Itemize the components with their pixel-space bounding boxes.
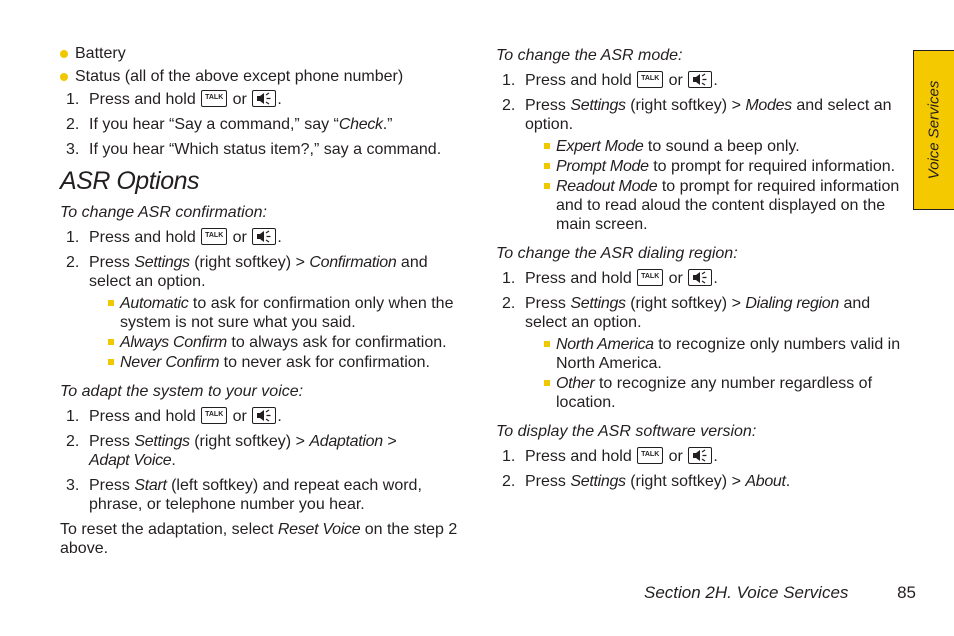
option-item: Never Confirm to never ask for confirmation.	[89, 353, 465, 372]
bullet-square-icon	[544, 183, 550, 189]
step-item: 2. Press Settings (right softkey) > About.	[502, 473, 791, 490]
footer-section-title: Section 2H. Voice Services	[644, 583, 849, 602]
bullet-square-icon	[108, 300, 114, 306]
right-column	[496, 44, 908, 497]
step-item: 2. Press Settings (right softkey) > Adaptation > Adapt Voice.	[66, 433, 397, 469]
talk-key-icon: TALK	[201, 407, 227, 424]
talk-key-icon: TALK	[201, 228, 227, 245]
reset-note: To reset the adaptation, select Reset Voice on the step 2 above.	[60, 521, 458, 557]
speaker-key-icon	[252, 90, 276, 107]
procedure-title: To change the ASR mode:	[496, 47, 683, 64]
procedure-title: To change the ASR dialing region:	[496, 245, 738, 262]
bullet-dot-icon	[60, 50, 68, 58]
speaker-key-icon	[252, 407, 276, 424]
option-item: Always Confirm to always ask for confirmation.	[89, 333, 465, 352]
step-item: 1. Press and hold TALK or .	[502, 270, 718, 287]
talk-key-icon: TALK	[637, 269, 663, 286]
step-item: 3. If you hear “Which status item?,” say a command.	[66, 141, 442, 158]
step-item: 1. Press and hold TALK or .	[66, 91, 282, 108]
speaker-key-icon	[252, 228, 276, 245]
speaker-key-icon	[688, 447, 712, 464]
speaker-key-icon	[688, 71, 712, 88]
option-item: Other to recognize any number regardless of location.	[525, 374, 908, 412]
step-item: 2. Press Settings (right softkey) > Confirmation and select an option.	[66, 254, 428, 290]
step-item: 2. If you hear “Say a command,” say “Check.”	[66, 116, 393, 133]
step-item: 2. Press Settings (right softkey) > Modes and select an option.	[502, 97, 892, 133]
step-item: 1. Press and hold TALK or .	[502, 72, 718, 89]
option-item: Expert Mode to sound a beep only.	[525, 137, 908, 156]
option-item: Automatic to ask for confirmation only when the system is not sure what you said.	[89, 294, 465, 332]
section-tab-label: Voice Services	[925, 80, 943, 180]
option-item: Readout Mode to prompt for required information and to read aloud the content displayed on the main screen.	[525, 177, 908, 234]
speaker-key-icon	[688, 269, 712, 286]
bullet-item: Status (all of the above except phone number)	[60, 67, 465, 87]
bullet-square-icon	[544, 163, 550, 169]
bullet-square-icon	[544, 380, 550, 386]
option-item: North America to recognize only numbers valid in North America.	[525, 335, 908, 373]
talk-key-icon: TALK	[637, 447, 663, 464]
option-item: Prompt Mode to prompt for required information.	[525, 157, 908, 176]
page-number: 85	[897, 583, 916, 602]
bullet-square-icon	[108, 359, 114, 365]
procedure-title: To change ASR confirmation:	[60, 204, 267, 221]
step-item: 1. Press and hold TALK or .	[502, 448, 718, 465]
talk-key-icon: TALK	[201, 90, 227, 107]
step-item: 1. Press and hold TALK or .	[66, 229, 282, 246]
left-column	[60, 44, 465, 558]
procedure-title: To adapt the system to your voice:	[60, 383, 304, 400]
bullet-square-icon	[544, 341, 550, 347]
bullet-item: Battery	[60, 44, 465, 64]
step-item: 3. Press Start (left softkey) and repeat each word, phrase, or telephone number you hear.	[66, 477, 422, 513]
step-item: 1. Press and hold TALK or .	[66, 408, 282, 425]
bullet-square-icon	[108, 339, 114, 345]
section-heading: ASR Options	[60, 167, 200, 195]
step-item: 2. Press Settings (right softkey) > Dialing region and select an option.	[502, 295, 871, 331]
procedure-title: To display the ASR software version:	[496, 423, 757, 440]
bullet-square-icon	[544, 143, 550, 149]
bullet-dot-icon	[60, 73, 68, 81]
talk-key-icon: TALK	[637, 71, 663, 88]
